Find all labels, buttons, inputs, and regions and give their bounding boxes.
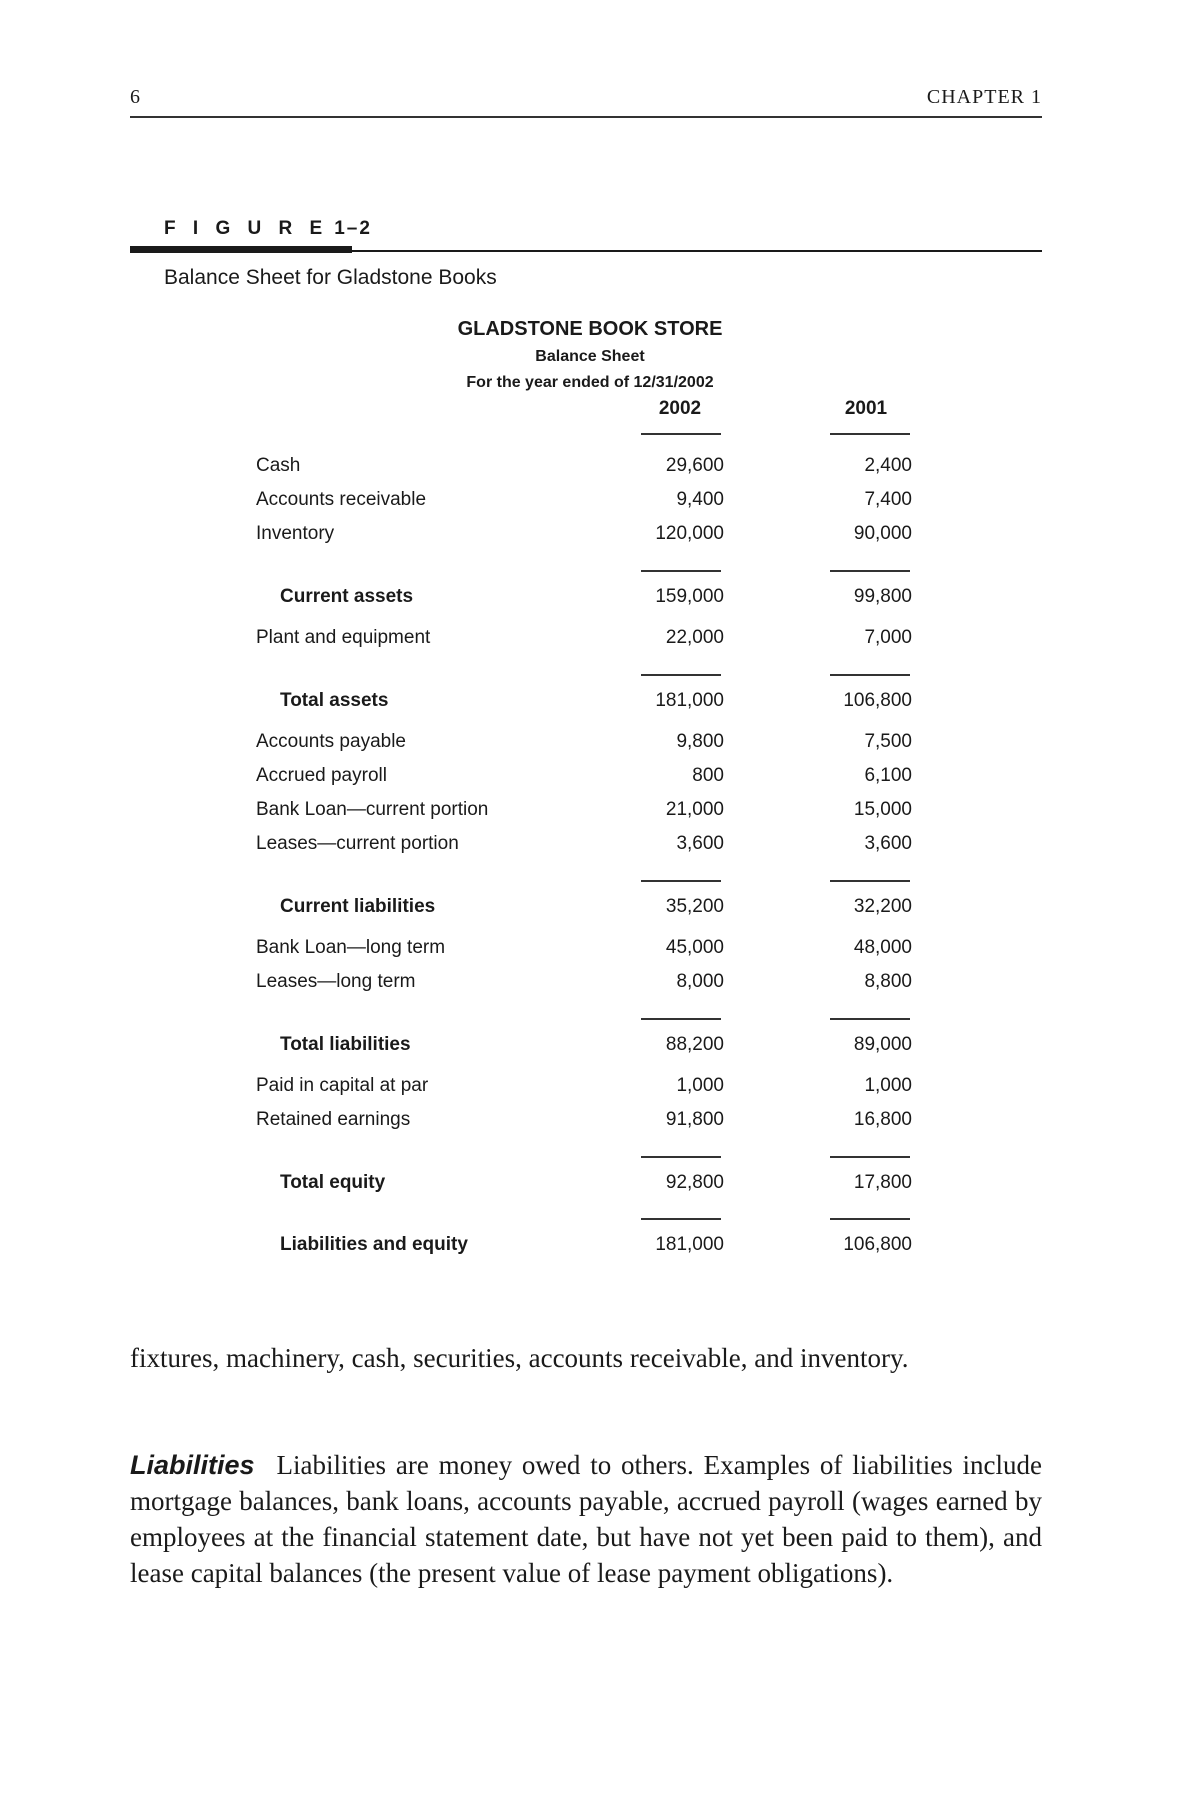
value-2001: 32,200 — [853, 896, 912, 917]
value-2002: 22,000 — [665, 627, 724, 648]
row-label: Leases—long term — [256, 971, 416, 992]
run-in-heading: Liabilities — [130, 1450, 255, 1480]
statement-period: For the year ended of 12/31/2002 — [466, 374, 714, 391]
value-2002: 9,800 — [676, 731, 724, 752]
row-label: Liabilities and equity — [280, 1234, 468, 1255]
table-row — [256, 625, 916, 651]
row-label: Retained earnings — [256, 1109, 411, 1130]
table-row — [256, 453, 916, 479]
value-2002: 29,600 — [665, 455, 724, 476]
statement-title: Balance Sheet — [535, 348, 645, 365]
row-label: Accounts receivable — [256, 489, 427, 510]
row-label: Plant and equipment — [256, 627, 431, 648]
row-label: Total assets — [280, 690, 389, 711]
value-2002: 181,000 — [655, 690, 724, 711]
body-paragraph: fixtures, machinery, cash, securities, accounts receivable, and inventory. — [130, 1343, 909, 1373]
page-number: 6 — [130, 86, 141, 108]
value-2001: 16,800 — [853, 1109, 912, 1130]
value-2002: 159,000 — [655, 586, 724, 607]
value-2002: 91,800 — [665, 1109, 724, 1130]
value-2002: 3,600 — [676, 833, 724, 854]
value-2001: 7,500 — [864, 731, 912, 752]
row-label: Current assets — [280, 586, 414, 607]
sum-rule — [641, 880, 721, 882]
row-label: Paid in capital at par — [256, 1075, 429, 1096]
row-label: Total equity — [280, 1172, 386, 1193]
value-2002: 88,200 — [665, 1034, 724, 1055]
value-2001: 7,000 — [864, 627, 912, 648]
table-subtotal-row — [256, 584, 916, 610]
sum-rule — [830, 880, 910, 882]
sum-rule — [830, 1218, 910, 1220]
value-2001: 2,400 — [864, 455, 912, 476]
value-2001: 106,800 — [843, 1234, 912, 1255]
table-row — [256, 521, 916, 547]
value-2001: 1,000 — [864, 1075, 912, 1096]
value-2001: 90,000 — [853, 523, 912, 544]
sum-rule — [830, 570, 910, 572]
value-2002: 45,000 — [665, 937, 724, 958]
table-subtotal-row — [256, 894, 916, 920]
figure-number: 1–2 — [334, 218, 372, 239]
figure-caption: Balance Sheet for Gladstone Books — [164, 266, 497, 289]
value-2002: 800 — [692, 765, 724, 786]
row-label: Bank Loan—long term — [256, 937, 446, 958]
column-header-2001: 2001 — [844, 398, 888, 419]
body-paragraph-liabilities — [130, 1447, 1042, 1591]
column-header-2002: 2002 — [658, 398, 702, 419]
row-label: Accrued payroll — [256, 765, 387, 786]
sum-rule — [830, 674, 910, 676]
row-label: Accounts payable — [256, 731, 406, 752]
table-subtotal-row — [256, 1032, 916, 1058]
table-row — [256, 729, 916, 755]
sum-rule — [641, 570, 721, 572]
sum-rule — [830, 1156, 910, 1158]
table-subtotal-row — [256, 1170, 916, 1196]
row-label: Total liabilities — [280, 1034, 411, 1055]
value-2002: 21,000 — [665, 799, 724, 820]
row-label: Current liabilities — [280, 896, 436, 917]
table-row — [256, 1107, 916, 1133]
table-row — [256, 831, 916, 857]
table-row — [256, 797, 916, 823]
row-label: Inventory — [256, 523, 335, 544]
figure-label-text: F I G U R E — [164, 218, 329, 239]
value-2001: 89,000 — [853, 1034, 912, 1055]
value-2001: 99,800 — [853, 586, 912, 607]
table-subtotal-row — [256, 1232, 916, 1258]
table-row — [256, 969, 916, 995]
table-subtotal-row — [256, 688, 916, 714]
value-2002: 181,000 — [655, 1234, 724, 1255]
sum-rule — [641, 674, 721, 676]
statement-company: GLADSTONE BOOK STORE — [457, 318, 723, 340]
table-row — [256, 487, 916, 513]
value-2001: 15,000 — [853, 799, 912, 820]
value-2002: 1,000 — [676, 1075, 724, 1096]
sum-rule — [641, 1018, 721, 1020]
value-2001: 8,800 — [864, 971, 912, 992]
value-2002: 120,000 — [655, 523, 724, 544]
table-row — [256, 763, 916, 789]
value-2001: 3,600 — [864, 833, 912, 854]
table-row — [256, 935, 916, 961]
value-2002: 9,400 — [676, 489, 724, 510]
row-label: Cash — [256, 455, 301, 476]
sum-rule — [641, 1156, 721, 1158]
body-paragraph-text: Liabilities are money owed to others. Examples of liabilities include mortgage balances, bank loans, accounts payable, accrued payroll (wages earned by employees at the financial statement date, but have not yet been paid to them), and lease capital balances (the present value of lease payment obligations). — [130, 1450, 1042, 1588]
value-2001: 106,800 — [843, 690, 912, 711]
value-2001: 6,100 — [864, 765, 912, 786]
chapter-label: CHAPTER 1 — [926, 86, 1042, 108]
table-row — [256, 1073, 916, 1099]
value-2002: 92,800 — [665, 1172, 724, 1193]
value-2002: 8,000 — [676, 971, 724, 992]
value-2002: 35,200 — [665, 896, 724, 917]
value-2001: 48,000 — [853, 937, 912, 958]
value-2001: 7,400 — [864, 489, 912, 510]
row-label: Leases—current portion — [256, 833, 459, 854]
value-2001: 17,800 — [853, 1172, 912, 1193]
sum-rule — [641, 1218, 721, 1220]
sum-rule — [830, 1018, 910, 1020]
row-label: Bank Loan—current portion — [256, 799, 489, 820]
